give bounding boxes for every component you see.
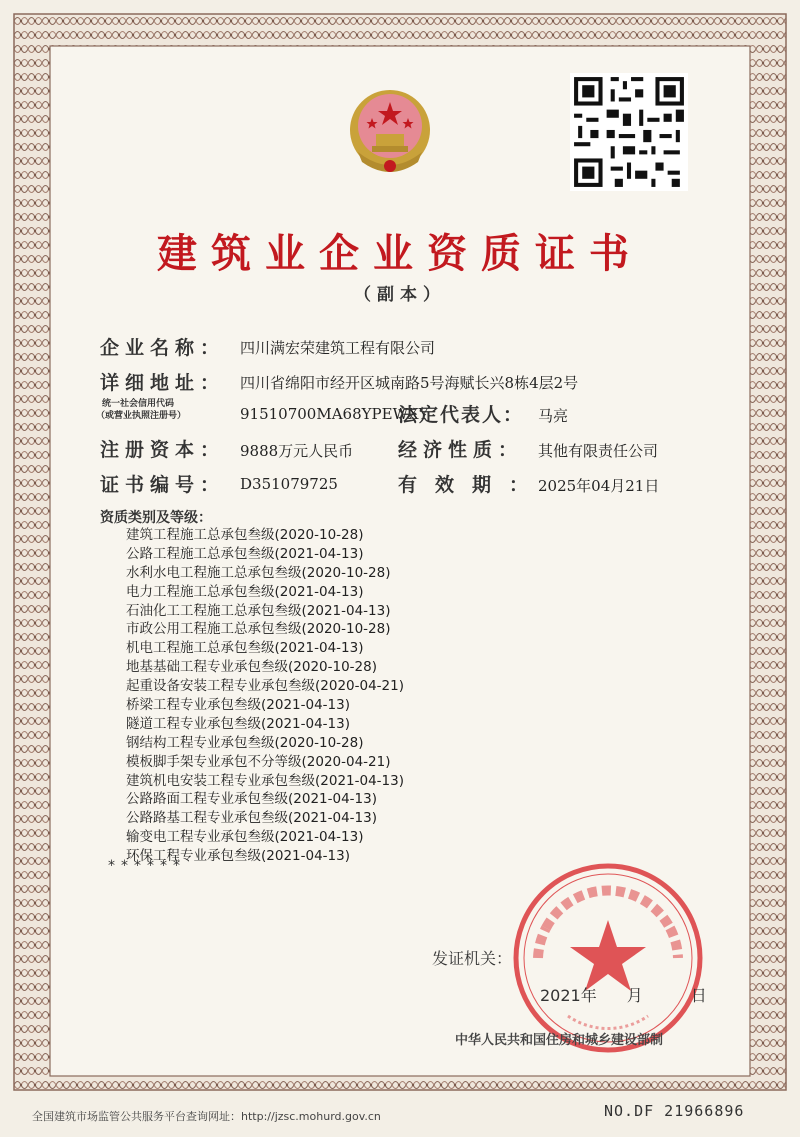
list-item: 公路工程施工总承包叁级(2021-04-13) <box>126 545 364 562</box>
capital-value: 9888万元人民币 <box>240 442 354 460</box>
address-value: 四川省绵阳市经开区城南路5号海赋长兴8栋4层2号 <box>240 374 579 392</box>
issue-date-year: 2021年 <box>540 986 597 1005</box>
credit-code-label-line2: （或营业执照注册号） <box>96 411 187 421</box>
qualifications-title: 资质类别及等级： <box>100 510 212 526</box>
cert-no-value: D351079725 <box>240 475 338 493</box>
cert-no-label: 证书编号： <box>100 474 226 496</box>
list-item: 建筑机电安装工程专业承包叁级(2021-04-13) <box>126 772 404 789</box>
certificate-subtitle: （副本） <box>354 285 446 305</box>
list-item: 市政公用工程施工总承包叁级(2020-10-28) <box>126 621 391 638</box>
list-item: 输变电工程专业承包叁级(2021-04-13) <box>126 829 364 846</box>
list-end-marker: ****** <box>108 858 186 874</box>
list-item: 钢结构工程专业承包叁级(2020-10-28) <box>126 734 364 751</box>
issue-date-day: 日 <box>690 986 707 1005</box>
list-item: 水利水电工程施工总承包叁级(2020-10-28) <box>126 564 391 581</box>
ministry-line: 中华人民共和国住房和城乡建设部制 <box>455 1033 664 1048</box>
list-item: 建筑工程施工总承包叁级(2020-10-28) <box>126 527 364 543</box>
list-item: 公路路面工程专业承包叁级(2021-04-13) <box>126 791 377 808</box>
official-seal-icon <box>508 858 708 1058</box>
issue-date <box>540 983 707 1006</box>
list-item: 隧道工程专业承包叁级(2021-04-13) <box>126 715 350 732</box>
address-label: 详细地址： <box>100 372 226 394</box>
credit-code-value: 91510700MA68YPEWXY <box>240 405 429 423</box>
qr-code-icon <box>570 73 688 191</box>
list-item: 地基基础工程专业承包叁级(2020-10-28) <box>126 659 377 676</box>
legal-rep-label: 法定代表人： <box>398 404 525 426</box>
list-item: 起重设备安装工程专业承包叁级(2020-04-21) <box>126 678 404 695</box>
economic-nature-value: 其他有限责任公司 <box>538 442 659 460</box>
credit-code-label-line1: 统一社会信用代码 <box>102 399 175 409</box>
list-item: 桥梁工程专业承包叁级(2021-04-13) <box>126 697 350 714</box>
list-item: 石油化工工程施工总承包叁级(2021-04-13) <box>126 602 391 619</box>
qualifications-list <box>126 526 404 866</box>
issue-date-month: 月 <box>626 986 643 1005</box>
certificate-title: 建筑业企业资质证书 <box>157 231 643 277</box>
issuer-label: 发证机关： <box>432 949 513 968</box>
list-item: 机电工程施工总承包叁级(2021-04-13) <box>126 640 364 657</box>
legal-rep-value: 马亮 <box>538 407 569 425</box>
national-emblem-icon <box>340 82 440 182</box>
list-item: 公路路基工程专业承包叁级(2021-04-13) <box>126 810 377 827</box>
list-item: 电力工程施工总承包叁级(2021-04-13) <box>126 583 364 600</box>
economic-nature-label: 经济性质： <box>398 439 524 461</box>
validity-value: 2025年04月21日 <box>538 477 660 495</box>
validity-label: 有效期： <box>398 474 547 496</box>
list-item: 模板脚手架专业承包不分等级(2020-04-21) <box>126 753 391 770</box>
footer-serial: NO.DF 21966896 <box>604 1102 745 1120</box>
capital-label: 注册资本： <box>100 439 226 461</box>
list-item: 环保工程专业承包叁级(2021-04-13) <box>126 848 350 865</box>
footer-url: 全国建筑市场监管公共服务平台查询网址：http://jzsc.mohurd.gov.cn <box>32 1110 381 1123</box>
company-name-value: 四川满宏荣建筑工程有限公司 <box>240 339 436 357</box>
company-name-label: 企业名称： <box>100 337 226 359</box>
